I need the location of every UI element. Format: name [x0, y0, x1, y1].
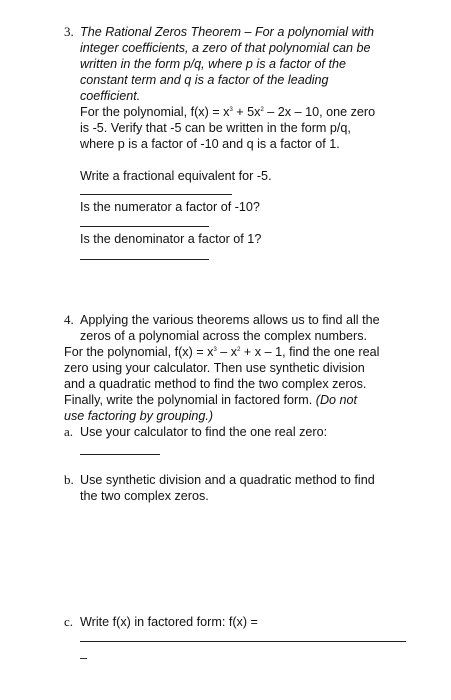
- q4-line-5: and a quadratic method to find the two complex zeros.: [64, 377, 367, 391]
- q4-trailing-dash: –: [80, 651, 88, 665]
- q3-prompt-numerator: Is the numerator a factor of -10?: [80, 200, 260, 214]
- q4-part-a-text: Use your calculator to find the one real zero:: [80, 425, 328, 439]
- q3-theorem-line-4: constant term and q is a factor of the leading: [80, 73, 329, 87]
- q3-number: 3.: [64, 24, 74, 39]
- q3-theorem-line-1: The Rational Zeros Theorem – For a polynomial with: [80, 25, 374, 39]
- q3-theorem-line-5: coefficient.: [80, 89, 141, 103]
- q3-polynomial-line: For the polynomial, $f(x) = x^3 + 5x^2 - 2x - 10$, one zero: [80, 105, 376, 119]
- q4-line-2: zeros of a polynomial across the complex numbers.: [80, 329, 367, 343]
- q4-part-a-label: a.: [64, 424, 74, 439]
- q4-part-b-text-1: Use synthetic division and a quadratic method to find: [80, 473, 375, 487]
- q4-part-b-label: b.: [64, 472, 74, 487]
- q4-line-1: Applying the various theorems allows us to find all the: [80, 313, 380, 327]
- q4-line-7: use factoring by grouping.): [64, 409, 214, 423]
- q4-line-6: Finally, write the polynomial in factored form. (Do not: [64, 393, 358, 407]
- q4-part-c-label: c.: [64, 614, 74, 629]
- q4-polynomial-line: For the polynomial, $f(x) = x^3 - x^2 + x - 1$, find the one real: [64, 345, 380, 359]
- q4-line-4: zero using your calculator. Then use synthetic division: [64, 361, 365, 375]
- q3-theorem-line-2: integer coefficients, a zero of that polynomial can be: [80, 41, 371, 55]
- q4-number: 4.: [64, 312, 74, 327]
- q3-prompt-fraction: Write a fractional equivalent for -5.: [80, 169, 272, 183]
- q4-part-c-text: Write f(x) in factored form: f(x) =: [80, 615, 258, 629]
- q3-theorem-line-3: written in the form p/q, where p is a factor of the: [80, 57, 346, 71]
- q4-answer-line-real-zero[interactable]: [80, 454, 160, 455]
- q3-body-line-3: where p is a factor of -10 and q is a factor of 1.: [80, 137, 340, 151]
- q4-part-b-text-2: the two complex zeros.: [80, 489, 209, 503]
- q3-answer-line-fraction[interactable]: [80, 194, 232, 195]
- q3-answer-line-numerator[interactable]: [80, 226, 209, 227]
- q4-answer-line-factored-form[interactable]: [80, 641, 406, 642]
- q3-answer-line-denominator[interactable]: [80, 259, 209, 260]
- q3-prompt-denominator: Is the denominator a factor of 1?: [80, 232, 262, 246]
- q3-body-line-2: is -5. Verify that -5 can be written in the form p/q,: [80, 121, 351, 135]
